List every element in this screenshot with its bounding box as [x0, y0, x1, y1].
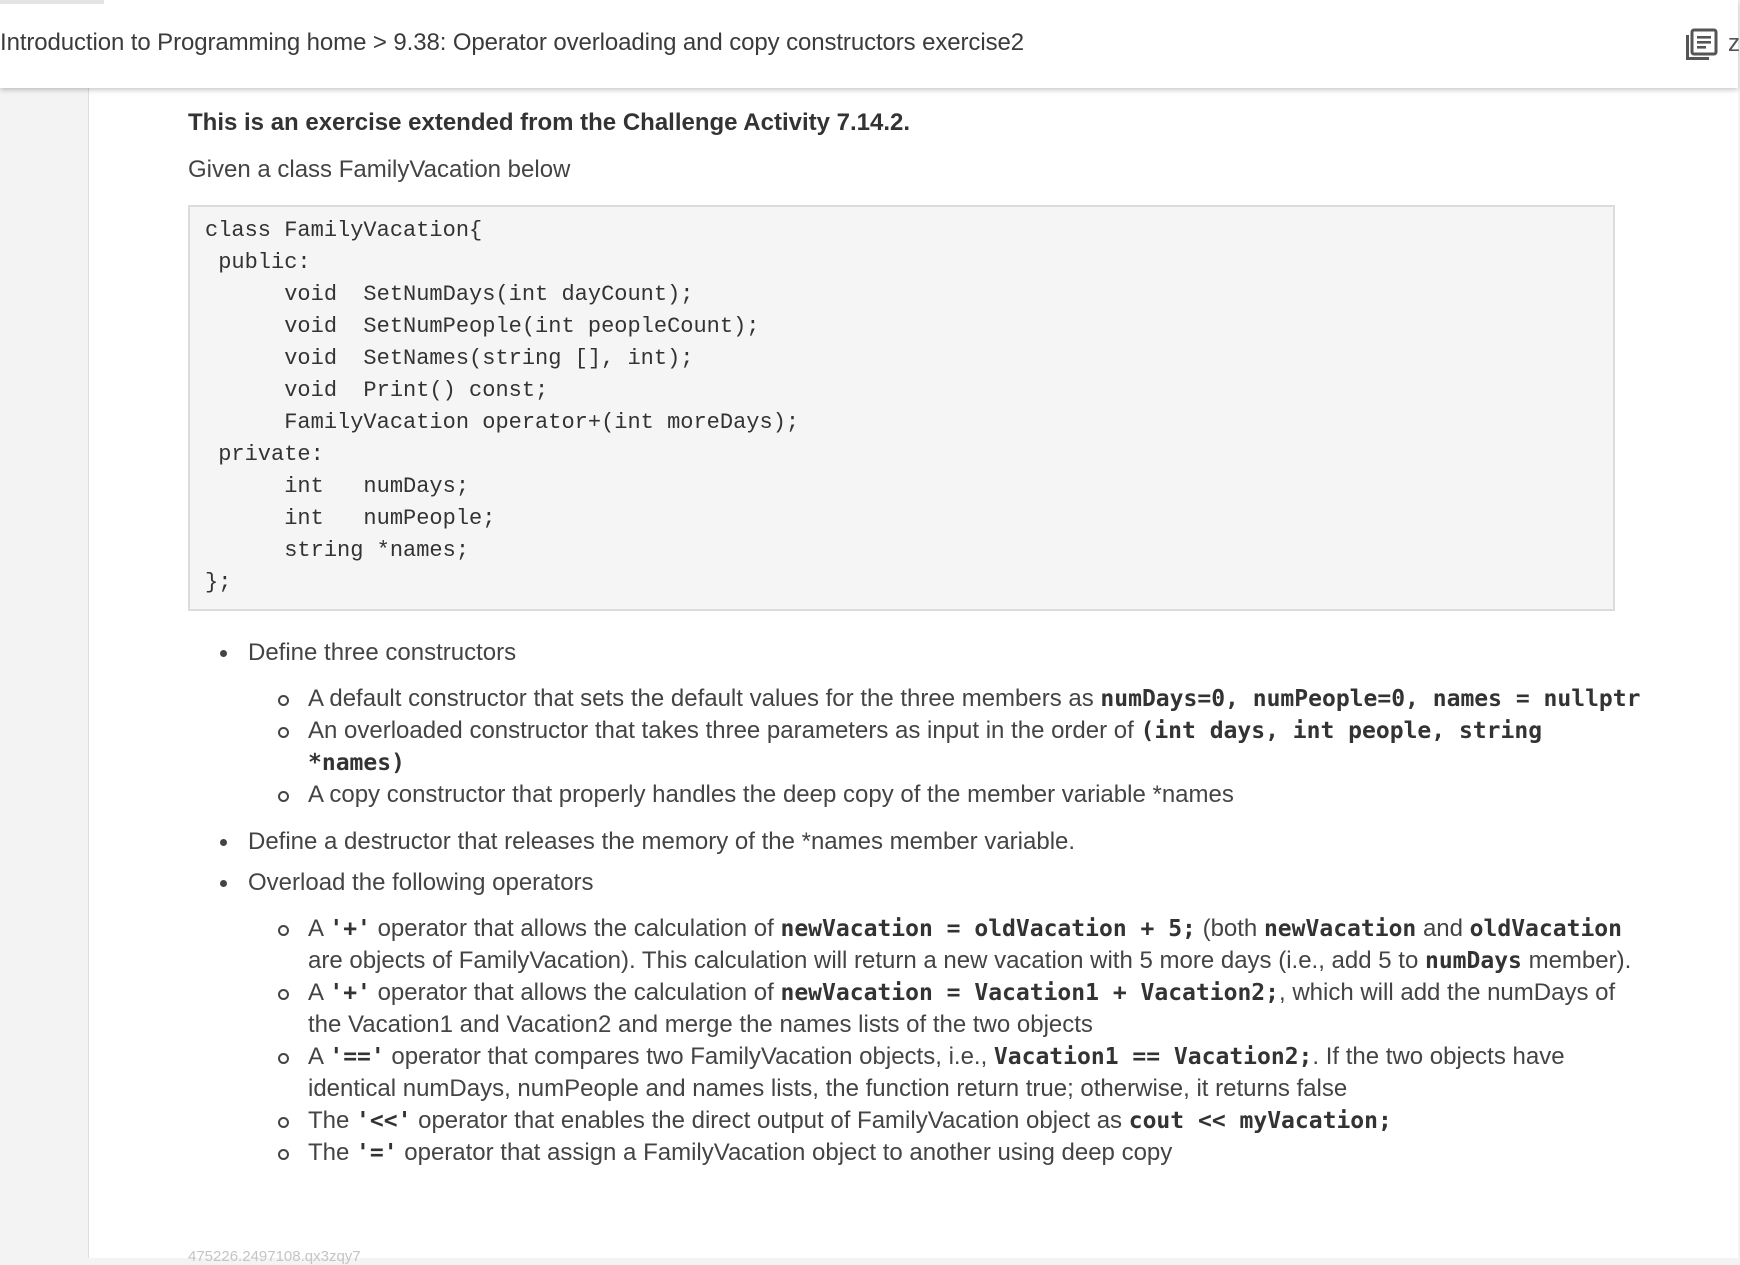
sublist-item [248, 1137, 1648, 1169]
inline-code: cout << myVacation; [1128, 1108, 1392, 1134]
list-item-text: Overload the following operators [248, 869, 594, 896]
list-item-destructor [188, 826, 1648, 858]
sublist-item [248, 977, 1648, 1041]
code-block: class FamilyVacation{ public: void SetNumDays(int dayCount); void SetNumPeople(int peopleCount); void SetNames(string [], int); void Print() const; FamilyVacation operator+(int moreDays); private: int numDays; int numPeople; string *names; }; [188, 205, 1615, 611]
text: , which will add the numDays of the Vacation1 and Vacation2 and merge the names lists of the two objects [308, 979, 1616, 1038]
inline-code: newVacation = oldVacation + 5; [780, 916, 1196, 942]
inline-code: Vacation1 == Vacation2; [993, 1044, 1313, 1070]
constructors-sublist [248, 683, 1648, 811]
inline-code: '<<' [356, 1108, 412, 1134]
text: operator that allows the calculation of [370, 979, 781, 1006]
inline-code: '+' [329, 916, 371, 942]
content-panel [89, 88, 1738, 1265]
intro-heading: This is an exercise extended from the Challenge Activity 7.14.2. [188, 109, 911, 136]
left-rail [0, 88, 89, 1258]
inline-code: numDays [1424, 948, 1522, 974]
tab-stub [0, 0, 104, 4]
inline-code: newVacation [1263, 916, 1417, 942]
header-overflow-text: z [1728, 30, 1740, 57]
text: A copy constructor that properly handles the deep copy of the member variable *names [308, 781, 1234, 808]
exercise-body [188, 108, 1648, 1184]
breadcrumb [0, 29, 1024, 57]
text: member). [1521, 947, 1632, 974]
text: An overloaded constructor that takes three parameters as input in the order of [308, 717, 1141, 744]
inline-code: '=' [356, 1140, 398, 1166]
text: The [308, 1107, 357, 1134]
inline-code: oldVacation [1469, 916, 1622, 942]
text: operator that enables the direct output of FamilyVacation object as [411, 1107, 1129, 1134]
requirements-list [188, 637, 1648, 1169]
text: operator that compares two FamilyVacation objects, i.e., [384, 1043, 994, 1070]
text: A [308, 915, 330, 942]
text: operator that assign a FamilyVacation object to another using deep copy [397, 1139, 1173, 1166]
sublist-item [248, 1105, 1648, 1137]
breadcrumb-current: 9.38: Operator overloading and copy constructors exercise2 [393, 29, 1024, 56]
sublist-item [248, 913, 1648, 977]
list-item-constructors [188, 637, 1648, 811]
activity-id: 475226.2497108.qx3zqy7 [188, 1248, 361, 1265]
sublist-item [248, 683, 1648, 715]
text: A [308, 979, 330, 1006]
text: (both [1195, 915, 1264, 942]
text: are objects of FamilyVacation). This calculation will return a new vacation with 5 more days (i.e., add 5 to [308, 947, 1425, 974]
sublist-item [248, 715, 1648, 779]
list-item-operators [188, 867, 1648, 1169]
inline-code: numDays=0, numPeople=0, names = nullptr [1100, 686, 1641, 712]
breadcrumb-separator: > [372, 29, 387, 56]
text: The [308, 1139, 357, 1166]
table-of-contents-icon[interactable] [1684, 28, 1718, 62]
inline-code: (int days, int people, string *names) [308, 718, 1543, 776]
sublist-item [248, 779, 1648, 811]
breadcrumb-home-link[interactable]: Introduction to Programming home [0, 29, 367, 56]
text: and [1416, 915, 1470, 942]
inline-code: '==' [329, 1044, 385, 1070]
sublist-item [248, 1041, 1648, 1105]
text: A [308, 1043, 330, 1070]
list-item-text: Define a destructor that releases the memory of the *names member variable. [248, 828, 1076, 855]
text: A default constructor that sets the default values for the three members as [308, 685, 1101, 712]
intro-text: Given a class FamilyVacation below [188, 156, 571, 183]
text: operator that allows the calculation of [370, 915, 781, 942]
inline-code: newVacation = Vacation1 + Vacation2; [780, 980, 1279, 1006]
list-item-text: Define three constructors [248, 639, 517, 666]
text: . If the two objects have identical numDays, numPeople and names lists, the function return true; otherwise, it returns false [308, 1043, 1565, 1102]
inline-code: '+' [329, 980, 371, 1006]
top-bar [0, 0, 1738, 88]
operators-sublist [248, 913, 1648, 1169]
